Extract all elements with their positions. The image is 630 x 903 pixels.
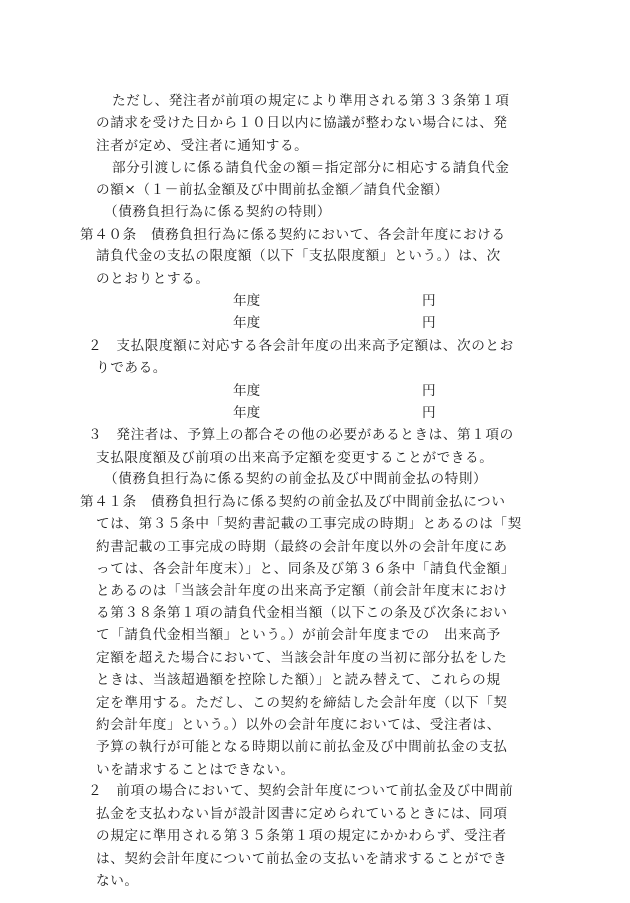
text-line: りである。 [96, 360, 167, 377]
text-line: の規定に準用される第３５条第１項の規定にかかわらず、受注者 [96, 828, 507, 845]
yen-unit: 円 [422, 315, 436, 332]
yen-unit: 円 [422, 292, 436, 309]
text-line: 約会計年度」という。）以外の会計年度においては、受注者は、 [96, 717, 501, 733]
text-line: 定を準用する。ただし、この契約を締結した会計年度（以下「契 [96, 694, 508, 711]
article-40-line: 第４０条 債務負担行為に係る契約において、各会計年度における [80, 226, 506, 243]
text-line: 注者が定め、受注者に通知する。 [96, 137, 309, 154]
yen-unit: 円 [422, 405, 436, 421]
section-heading: （債務負担行為に係る契約の特則） [104, 204, 332, 221]
text-line: ない。 [96, 873, 139, 889]
text-line: ときは、当該超過額を控除した額）」と読み替えて、これらの規 [96, 672, 501, 689]
text-line: 予算の執行が可能となる時期以前に前払金及び中間前払金の支払 [96, 739, 508, 756]
text-line: っては、各会計年度末）」と、同条及び第３６条中「請負代金額」 [96, 561, 516, 577]
text-line: ただし、発注者が前項の規定により準用される第３３条第１項 [112, 93, 510, 109]
text-line: 払金を支払わない旨が設計図書に定められているときには、同項 [96, 805, 508, 822]
fiscal-year-label: 年度 [233, 405, 261, 421]
text-line: のとおりとする。 [96, 270, 210, 287]
text-line: る第３８条第１項の請負代金相当額（以下この条及び次条におい [96, 604, 508, 621]
fiscal-year-label: 年度 [233, 315, 261, 332]
paragraph-3-line: ３ 発注者は、予算上の都合その他の必要があるときは、第１項の [88, 427, 514, 444]
text-line: とあるのは「当該会計年度の出来高予定額（前会計年度末におけ [96, 583, 508, 600]
section-heading: （債務負担行為に係る契約の前金払及び中間前金払の特則） [104, 471, 488, 488]
text-line: 支払限度額及び前項の出来高予定額を変更することができる。 [96, 449, 494, 466]
text-line: いを請求することはできない。 [96, 761, 295, 778]
yen-unit: 円 [422, 382, 436, 399]
text-line: の額×（１－前払金額及び中間前払金額／請負代金額） [96, 181, 449, 198]
article-41-line: 第４１条 債務負担行為に係る契約の前金払及び中間前金払につい [80, 493, 506, 510]
text-line: は、契約会計年度について前払金の支払いを請求することができ [96, 850, 508, 867]
text-line: 約書記載の工事完成の時期（最終の会計年度以外の会計年度にあ [96, 538, 508, 555]
text-line: 請負代金の支払の限度額（以下「支払限度額」という。）は、次 [96, 248, 501, 265]
fiscal-year-label: 年度 [233, 382, 261, 399]
text-line: ては、第３５条中「契約書記載の工事完成の時期」とあるのは「契 [96, 516, 522, 533]
text-line: 定額を超えた場合において、当該会計年度の当初に部分払をした [96, 649, 508, 666]
paragraph-2-line: ２ 前項の場合において、契約会計年度について前払金及び中間前 [88, 783, 514, 800]
paragraph-2-line: ２ 支払限度額に対応する各会計年度の出来高予定額は、次のとお [88, 337, 514, 354]
text-line: て「請負代金相当額」という。）が前会計年度までの 出来高予 [96, 627, 501, 644]
text-line: の請求を受けた日から１０日以内に協議が整わない場合には、発 [96, 115, 508, 132]
fiscal-year-label: 年度 [233, 292, 261, 309]
text-line: 部分引渡しに係る請負代金の額＝指定部分に相応する請負代金 [112, 160, 510, 177]
